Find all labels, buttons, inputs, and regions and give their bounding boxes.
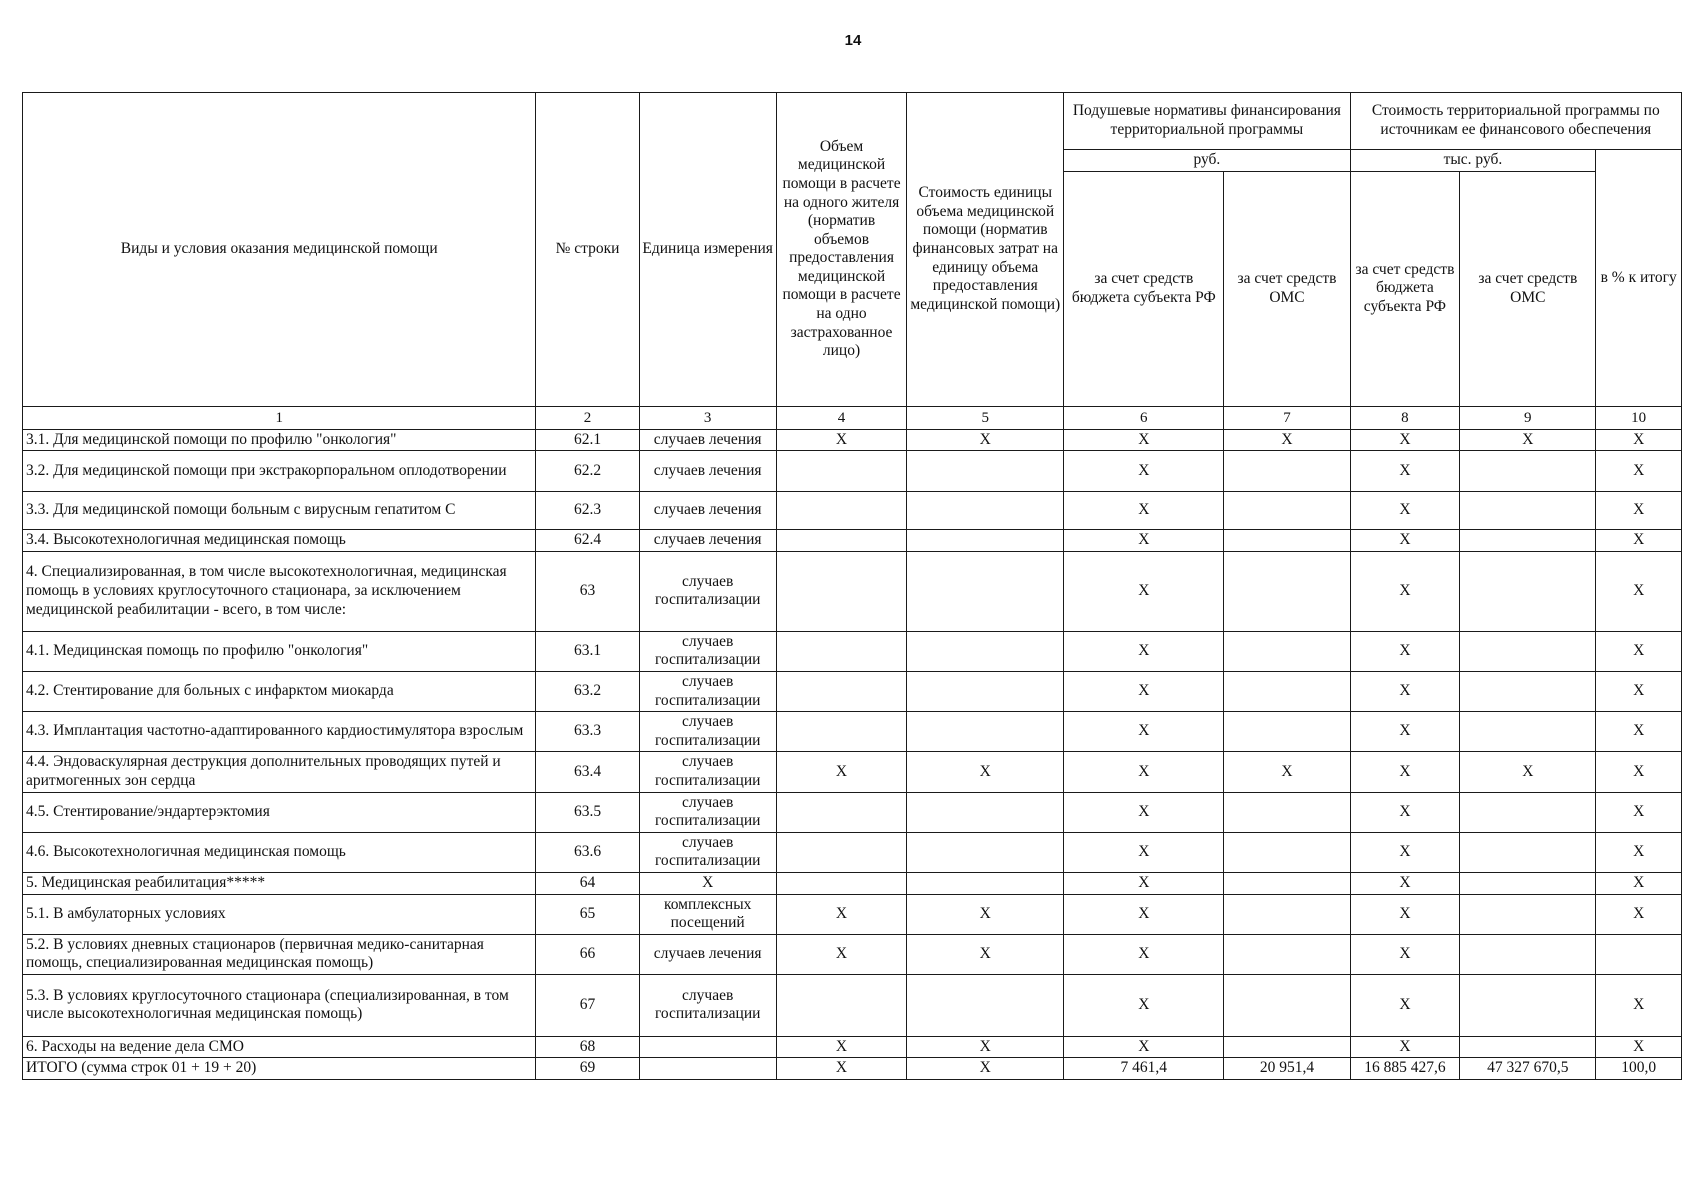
header-line-number: № строки [536, 93, 639, 407]
row-number: 69 [536, 1058, 639, 1080]
cell-c5: X [907, 429, 1064, 451]
cell-c5 [907, 551, 1064, 631]
cell-c4: X [776, 752, 907, 792]
table-row [23, 671, 1682, 711]
table-row [23, 1036, 1682, 1058]
cell-c4: X [776, 429, 907, 451]
row-name: 3.3. Для медицинской помощи больным с вирусным гепатитом С [23, 492, 536, 530]
column-number: 9 [1460, 406, 1596, 429]
cell-c6: X [1064, 872, 1224, 894]
cell-c5 [907, 671, 1064, 711]
cell-c4 [776, 631, 907, 671]
cell-c6: X [1064, 792, 1224, 832]
table-row [23, 792, 1682, 832]
cell-c8: 16 885 427,6 [1350, 1058, 1460, 1080]
cell-c8: X [1350, 451, 1460, 492]
cell-c8: X [1350, 934, 1460, 974]
cell-c10: X [1596, 832, 1682, 872]
cell-c7 [1224, 451, 1350, 492]
row-name: 3.4. Высокотехнологичная медицинская помощь [23, 530, 536, 552]
cell-c7 [1224, 792, 1350, 832]
cell-c5: X [907, 1036, 1064, 1058]
cell-c4 [776, 492, 907, 530]
cell-c7 [1224, 551, 1350, 631]
table-row [23, 429, 1682, 451]
cell-c7: X [1224, 429, 1350, 451]
row-name: 5.3. В условиях круглосуточного стационара (специализированная, в том числе высокотехнологичная медицинская помощь) [23, 974, 536, 1036]
row-unit [639, 1036, 776, 1058]
cell-c10: X [1596, 712, 1682, 752]
row-number: 62.2 [536, 451, 639, 492]
cell-c7 [1224, 974, 1350, 1036]
row-number: 62.4 [536, 530, 639, 552]
row-number: 66 [536, 934, 639, 974]
cell-c10: X [1596, 530, 1682, 552]
cell-c6: 7 461,4 [1064, 1058, 1224, 1080]
cell-c9 [1460, 631, 1596, 671]
table-row [23, 752, 1682, 792]
cell-c5 [907, 872, 1064, 894]
header-volume: Объем медицинской помощи в расчете на одного жителя (норматив объемов предоставления медицинской помощи в расчете на одно застрахованное лицо) [776, 93, 907, 407]
cell-c10: X [1596, 1036, 1682, 1058]
cell-c8: X [1350, 792, 1460, 832]
cell-c10: X [1596, 752, 1682, 792]
cell-c7: X [1224, 752, 1350, 792]
cell-c8: X [1350, 1036, 1460, 1058]
cell-c6: X [1064, 671, 1224, 711]
cell-c9 [1460, 551, 1596, 631]
column-number: 6 [1064, 406, 1224, 429]
cell-c6: X [1064, 492, 1224, 530]
cell-c6: X [1064, 429, 1224, 451]
row-number: 63 [536, 551, 639, 631]
cell-c8: X [1350, 671, 1460, 711]
row-number: 62.3 [536, 492, 639, 530]
row-unit: случаев госпитализации [639, 792, 776, 832]
cell-c5: X [907, 1058, 1064, 1080]
header-budget-cost: за счет средств бюджета субъекта РФ [1350, 171, 1460, 406]
cell-c4 [776, 974, 907, 1036]
cell-c10: X [1596, 429, 1682, 451]
row-unit: случаев госпитализации [639, 671, 776, 711]
row-unit: случаев госпитализации [639, 832, 776, 872]
cell-c10: X [1596, 792, 1682, 832]
cell-c5 [907, 631, 1064, 671]
cell-c9 [1460, 530, 1596, 552]
cell-c5 [907, 974, 1064, 1036]
row-unit: случаев лечения [639, 934, 776, 974]
row-unit: случаев госпитализации [639, 551, 776, 631]
cell-c7 [1224, 712, 1350, 752]
cell-c7 [1224, 832, 1350, 872]
row-number: 68 [536, 1036, 639, 1058]
header-program-cost-unit: тыс. руб. [1350, 150, 1596, 172]
cell-c7: 20 951,4 [1224, 1058, 1350, 1080]
cell-c6: X [1064, 894, 1224, 934]
table-row [23, 934, 1682, 974]
row-name: 4.6. Высокотехнологичная медицинская помощь [23, 832, 536, 872]
cell-c5 [907, 451, 1064, 492]
cell-c7 [1224, 492, 1350, 530]
table-row [23, 492, 1682, 530]
header-oms-cost: за счет средств ОМС [1460, 171, 1596, 406]
cell-c7 [1224, 671, 1350, 711]
row-unit: случаев лечения [639, 530, 776, 552]
table-row [23, 451, 1682, 492]
column-number: 1 [23, 406, 536, 429]
column-number: 8 [1350, 406, 1460, 429]
row-unit: случаев лечения [639, 451, 776, 492]
table-row [23, 974, 1682, 1036]
cell-c10: 100,0 [1596, 1058, 1682, 1080]
cell-c9: 47 327 670,5 [1460, 1058, 1596, 1080]
cell-c8: X [1350, 752, 1460, 792]
row-number: 63.3 [536, 712, 639, 752]
cell-c6: X [1064, 934, 1224, 974]
header-unit-cost: Стоимость единицы объема медицинской помощи (норматив финансовых затрат на единицу объема предоставления медицинской помощи) [907, 93, 1064, 407]
cell-c4: X [776, 1058, 907, 1080]
cell-c8: X [1350, 872, 1460, 894]
cell-c5 [907, 712, 1064, 752]
cell-c9 [1460, 792, 1596, 832]
cell-c5 [907, 530, 1064, 552]
financing-table [22, 92, 1682, 1080]
row-name: 6. Расходы на ведение дела СМО [23, 1036, 536, 1058]
cell-c9 [1460, 451, 1596, 492]
cell-c9 [1460, 832, 1596, 872]
row-unit [639, 1058, 776, 1080]
row-name: 3.2. Для медицинской помощи при экстракорпоральном оплодотворении [23, 451, 536, 492]
cell-c5: X [907, 752, 1064, 792]
cell-c9: X [1460, 429, 1596, 451]
header-kind: Виды и условия оказания медицинской помощи [23, 93, 536, 407]
cell-c8: X [1350, 492, 1460, 530]
table-row [23, 1058, 1682, 1080]
row-unit: случаев лечения [639, 492, 776, 530]
cell-c7 [1224, 872, 1350, 894]
cell-c5 [907, 792, 1064, 832]
header-per-capita-group: Подушевые нормативы финансирования территориальной программы [1064, 93, 1350, 150]
cell-c6: X [1064, 631, 1224, 671]
header-row-1 [23, 93, 1682, 150]
cell-c6: X [1064, 832, 1224, 872]
cell-c8: X [1350, 894, 1460, 934]
cell-c6: X [1064, 1036, 1224, 1058]
row-unit: X [639, 872, 776, 894]
cell-c9: X [1460, 752, 1596, 792]
row-name: 4.1. Медицинская помощь по профилю "онкология" [23, 631, 536, 671]
cell-c10: X [1596, 551, 1682, 631]
row-number: 63.1 [536, 631, 639, 671]
row-name: 4.2. Стентирование для больных с инфарктом миокарда [23, 671, 536, 711]
column-number-row [23, 406, 1682, 429]
row-unit: случаев госпитализации [639, 752, 776, 792]
row-name: 4.5. Стентирование/эндартерэктомия [23, 792, 536, 832]
row-name: 4.4. Эндоваскулярная деструкция дополнительных проводящих путей и аритмогенных зон сердца [23, 752, 536, 792]
cell-c8: X [1350, 631, 1460, 671]
row-unit: случаев лечения [639, 429, 776, 451]
header-budget-per-capita: за счет средств бюджета субъекта РФ [1064, 171, 1224, 406]
cell-c7 [1224, 894, 1350, 934]
cell-c4: X [776, 1036, 907, 1058]
cell-c8: X [1350, 551, 1460, 631]
cell-c9 [1460, 872, 1596, 894]
cell-c6: X [1064, 451, 1224, 492]
row-number: 67 [536, 974, 639, 1036]
cell-c4 [776, 671, 907, 711]
cell-c10 [1596, 934, 1682, 974]
row-name: 4. Специализированная, в том числе высокотехнологичная, медицинская помощь в условиях круглосуточного стационара, за исключением медицинской реабилитации - всего, в том числе: [23, 551, 536, 631]
table-row [23, 712, 1682, 752]
cell-c10: X [1596, 631, 1682, 671]
cell-c4 [776, 712, 907, 752]
header-unit: Единица измерения [639, 93, 776, 407]
header-per-capita-unit: руб. [1064, 150, 1350, 172]
table-row [23, 894, 1682, 934]
page-number: 14 [844, 32, 862, 49]
cell-c9 [1460, 1036, 1596, 1058]
row-number: 63.6 [536, 832, 639, 872]
cell-c10: X [1596, 894, 1682, 934]
row-name: 5.1. В амбулаторных условиях [23, 894, 536, 934]
header-oms-per-capita: за счет средств ОМС [1224, 171, 1350, 406]
cell-c8: X [1350, 429, 1460, 451]
cell-c10: X [1596, 872, 1682, 894]
cell-c9 [1460, 492, 1596, 530]
cell-c4 [776, 872, 907, 894]
column-number: 5 [907, 406, 1064, 429]
cell-c6: X [1064, 752, 1224, 792]
cell-c8: X [1350, 832, 1460, 872]
row-unit: случаев госпитализации [639, 631, 776, 671]
cell-c4 [776, 530, 907, 552]
row-name: 4.3. Имплантация частотно-адаптированного кардиостимулятора взрослым [23, 712, 536, 752]
header-program-cost-group: Стоимость территориальной программы по источникам ее финансового обеспечения [1350, 93, 1681, 150]
row-name: 5. Медицинская реабилитация***** [23, 872, 536, 894]
row-number: 65 [536, 894, 639, 934]
column-number: 7 [1224, 406, 1350, 429]
cell-c4 [776, 451, 907, 492]
cell-c4 [776, 792, 907, 832]
cell-c10: X [1596, 492, 1682, 530]
column-number: 2 [536, 406, 639, 429]
table-row [23, 530, 1682, 552]
cell-c5: X [907, 894, 1064, 934]
column-number: 4 [776, 406, 907, 429]
cell-c7 [1224, 1036, 1350, 1058]
cell-c5 [907, 492, 1064, 530]
cell-c9 [1460, 671, 1596, 711]
row-name: 3.1. Для медицинской помощи по профилю "онкология" [23, 429, 536, 451]
table-row [23, 832, 1682, 872]
row-number: 63.2 [536, 671, 639, 711]
row-number: 63.5 [536, 792, 639, 832]
cell-c8: X [1350, 530, 1460, 552]
cell-c4: X [776, 934, 907, 974]
cell-c10: X [1596, 451, 1682, 492]
cell-c9 [1460, 974, 1596, 1036]
cell-c10: X [1596, 671, 1682, 711]
header-percent-total: в % к итогу [1596, 150, 1682, 407]
cell-c7 [1224, 530, 1350, 552]
row-number: 63.4 [536, 752, 639, 792]
cell-c8: X [1350, 974, 1460, 1036]
cell-c7 [1224, 631, 1350, 671]
cell-c6: X [1064, 974, 1224, 1036]
row-unit: случаев госпитализации [639, 974, 776, 1036]
cell-c7 [1224, 934, 1350, 974]
cell-c5 [907, 832, 1064, 872]
cell-c9 [1460, 934, 1596, 974]
cell-c4 [776, 551, 907, 631]
cell-c6: X [1064, 530, 1224, 552]
cell-c4: X [776, 894, 907, 934]
cell-c9 [1460, 712, 1596, 752]
cell-c8: X [1350, 712, 1460, 752]
table-row [23, 631, 1682, 671]
row-number: 64 [536, 872, 639, 894]
cell-c10: X [1596, 974, 1682, 1036]
cell-c6: X [1064, 551, 1224, 631]
cell-c6: X [1064, 712, 1224, 752]
cell-c5: X [907, 934, 1064, 974]
row-number: 62.1 [536, 429, 639, 451]
row-unit: комплексных посещений [639, 894, 776, 934]
cell-c9 [1460, 894, 1596, 934]
row-unit: случаев госпитализации [639, 712, 776, 752]
column-number: 3 [639, 406, 776, 429]
row-name: ИТОГО (сумма строк 01 + 19 + 20) [23, 1058, 536, 1080]
cell-c4 [776, 832, 907, 872]
table-row [23, 551, 1682, 631]
column-number: 10 [1596, 406, 1682, 429]
row-name: 5.2. В условиях дневных стационаров (первичная медико-санитарная помощь, специализированная медицинская помощь) [23, 934, 536, 974]
table-row [23, 872, 1682, 894]
